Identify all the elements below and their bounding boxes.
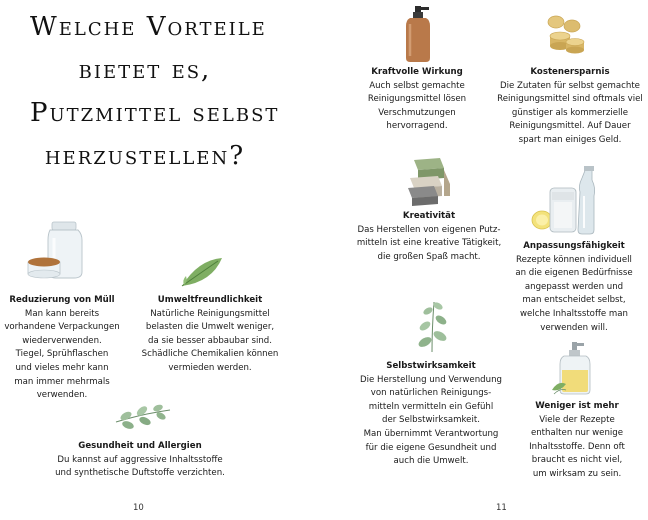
section-heading: Kostenersparnis xyxy=(530,67,610,77)
section-text-line: Schädliche Chemikalien können xyxy=(141,349,279,360)
section-selbstwirksamkeit xyxy=(348,360,514,469)
section-text-line: Die Herstellung und Verwendung xyxy=(360,374,502,385)
section-heading: Gesundheit und Allergien xyxy=(78,441,202,451)
section-text-line: Reinigungsmittel sind oftmals viel xyxy=(497,94,643,105)
section-text-line: günstiger als kommerzielle xyxy=(511,107,629,118)
section-umweltfreundlichkeit xyxy=(135,294,285,376)
section-text-line: verwenden will. xyxy=(540,322,608,333)
section-text-line: Reinigungsmittel lösen xyxy=(367,94,467,105)
section-text-line: verwenden. xyxy=(36,390,88,401)
section-text-line: Auch selbst gemachte xyxy=(369,80,465,91)
section-weniger-ist-mehr xyxy=(514,400,640,482)
section-kraftvolle-wirkung xyxy=(352,66,482,134)
section-text-line: Viele der Rezepte xyxy=(539,414,615,425)
section-text-line: mitteln ist eine kreative Tätigkeit, xyxy=(356,238,502,249)
section-text-line: von natürlichen Reinigungs- xyxy=(370,388,492,399)
section-text-line: Rezepte können individuell xyxy=(516,254,632,265)
title-line: bietet es, xyxy=(78,55,212,85)
section-text-line: Inhaltsstoffe. Denn oft xyxy=(529,441,625,452)
section-text-line: und vieles mehr kann xyxy=(15,362,109,373)
glass-jar-with-wooden-lid-icon xyxy=(24,218,92,282)
section-kostenersparnis xyxy=(492,66,648,148)
section-text-line: an die eigenen Bedürfnisse xyxy=(515,268,633,279)
section-text-line: Tiegel, Sprühflaschen xyxy=(15,349,109,360)
section-heading: Reduzierung von Müll xyxy=(9,295,115,305)
section-text-line: und synthetische Duftstoffe verzichten. xyxy=(55,468,225,479)
section-text-line: braucht es nicht viel, xyxy=(531,455,623,466)
section-gesundheit-und-allergien xyxy=(40,440,240,481)
page-number: 10 xyxy=(133,503,144,513)
green-leaf-icon xyxy=(178,256,224,290)
page-number: 11 xyxy=(496,503,507,513)
section-text-line: enthalten nur wenige xyxy=(530,428,624,439)
section-text-line: Reinigungsmittel. Auf Dauer xyxy=(509,121,631,132)
soap-bars-icon xyxy=(404,156,454,208)
title-line: Putzmittel selbst xyxy=(30,98,280,128)
title-line: Welche Vorteile xyxy=(30,12,267,42)
page-title xyxy=(30,6,280,178)
section-heading: Kraftvolle Wirkung xyxy=(371,67,463,77)
section-text-line: mitteln vermitteln ein Gefühl xyxy=(368,401,494,412)
section-text-line: vermieden werden. xyxy=(168,362,252,373)
section-text-line: um wirksam zu sein. xyxy=(532,468,622,479)
section-text-line: der Selbstwirksamkeit. xyxy=(382,415,480,426)
section-text-line: Man kann bereits xyxy=(24,308,100,319)
amber-pump-bottle-icon xyxy=(400,4,436,64)
section-heading: Umweltfreundlichkeit xyxy=(157,295,263,305)
section-text-line: man entscheidet selbst, xyxy=(522,295,626,306)
right-page xyxy=(324,0,648,520)
section-text-line: man immer mehrmals xyxy=(14,376,110,387)
section-text-line: da sie besser abbaubar sind. xyxy=(148,335,272,346)
section-text-line: Das Herstellen von eigenen Putz- xyxy=(357,224,501,235)
section-text-line: angepasst werden und xyxy=(524,281,624,292)
eucalyptus-branch-icon xyxy=(412,298,452,354)
section-text-line: hervorragend. xyxy=(386,121,448,132)
section-heading: Weniger ist mehr xyxy=(535,401,619,411)
section-reduzierung-von-muell xyxy=(0,294,124,403)
eucalyptus-sprig-icon xyxy=(114,402,172,430)
section-text-line: belasten die Umwelt weniger, xyxy=(145,322,275,333)
section-text-line: Man übernimmt Verantwortung xyxy=(363,428,499,439)
section-heading: Anpassungsfähigkeit xyxy=(523,241,625,251)
section-text-line: für die eigene Gesundheit und xyxy=(365,442,497,453)
section-text-line: auch die Umwelt. xyxy=(393,456,469,467)
title-line: herzustellen? xyxy=(44,141,246,171)
section-heading: Kreativität xyxy=(402,211,456,221)
section-text-line: die großen Spaß macht. xyxy=(377,251,481,262)
oil-dispenser-bottle-icon xyxy=(550,340,598,396)
section-anpassungsfaehigkeit xyxy=(506,240,642,335)
section-text-line: Die Zutaten für selbst gemachte xyxy=(500,80,640,91)
section-kreativitaet xyxy=(354,210,504,264)
section-text-line: Natürliche Reinigungsmittel xyxy=(150,308,270,319)
gold-coins-icon xyxy=(542,10,588,56)
section-text-line: Verschmutzungen xyxy=(378,107,456,118)
swing-top-bottle-and-lemon-icon xyxy=(530,166,600,238)
section-text-line: spart man einiges Geld. xyxy=(518,134,622,145)
section-text-line: wiederverwenden. xyxy=(22,335,102,346)
section-text-line: welche Inhaltsstoffe man xyxy=(520,308,628,319)
section-heading: Selbstwirksamkeit xyxy=(386,361,476,371)
section-text-line: vorhandene Verpackungen xyxy=(4,322,120,333)
section-text-line: Du kannst auf aggressive Inhaltsstoffe xyxy=(57,454,223,465)
